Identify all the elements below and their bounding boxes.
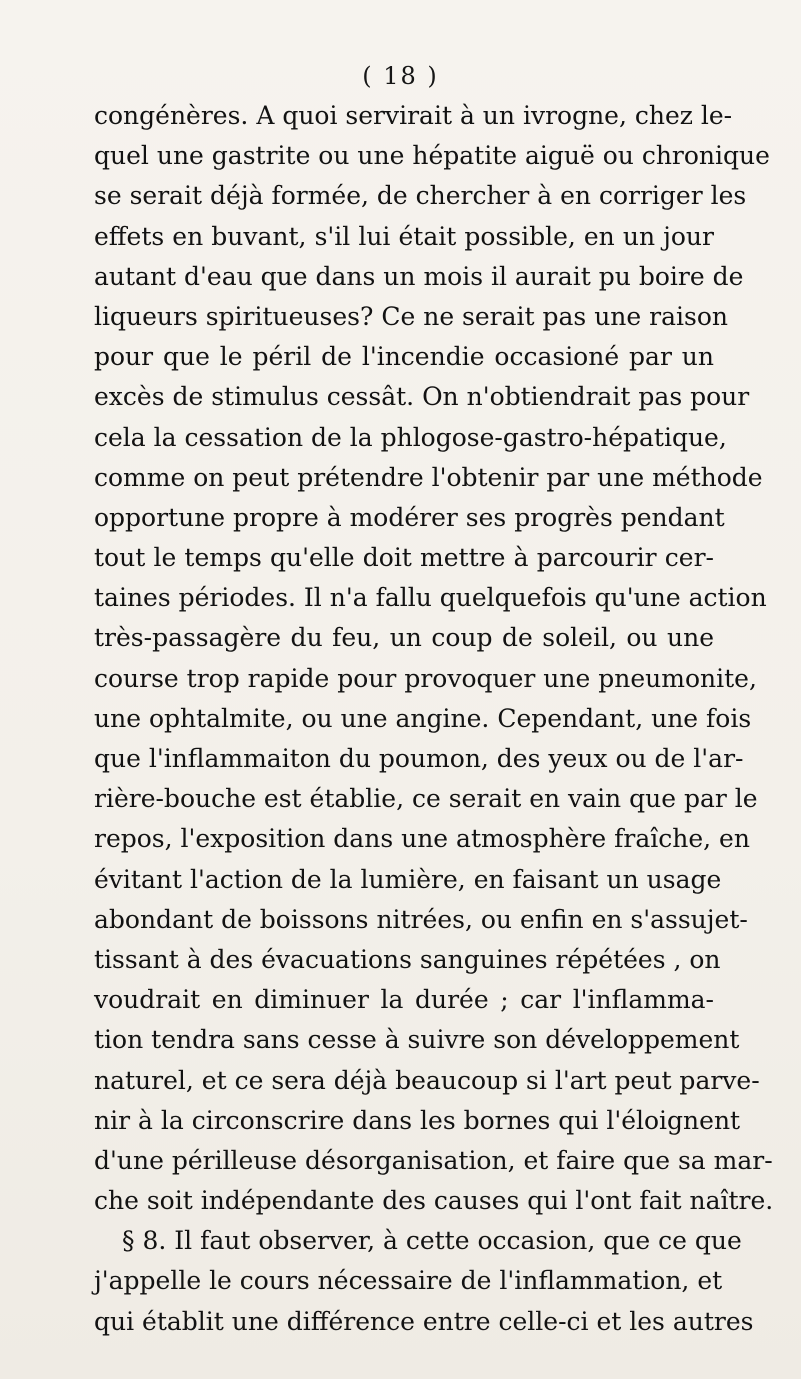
text-line: liqueurs spiritueuses? Ce ne serait pas une raison	[94, 301, 728, 331]
text-line: naturel, et ce sera déjà beaucoup si l'art peut parve-	[94, 1065, 760, 1095]
text-line: che soit indépendante des causes qui l'ont fait naître.	[94, 1186, 774, 1216]
text-line: très-passagère du feu, un coup de soleil, ou une	[94, 623, 714, 653]
text-line: nir à la circonscrire dans les bornes qui l'éloignent	[94, 1105, 741, 1135]
text-line: pour que le péril de l'incendie occasioné par un	[94, 342, 714, 372]
text-line: tout le temps qu'elle doit mettre à parcourir cer-	[94, 543, 714, 573]
text-line: cela la cessation de la phlogose-gastro-hépatique,	[94, 422, 727, 452]
text-line: se serait déjà formée, de chercher à en corriger les	[94, 181, 747, 211]
text-line: taines périodes. Il n'a fallu quelquefois qu'une action	[94, 583, 767, 613]
text-line: § 8. Il faut observer, à cette occasion, que ce que	[122, 1226, 742, 1256]
text-line: congénères. A quoi servirait à un ivrogne, chez le-	[94, 101, 733, 130]
text-line: tissant à des évacuations sanguines répétées , on	[94, 944, 721, 974]
text-line: quel une gastrite ou une hépatite aiguë ou chronique	[94, 141, 770, 171]
text-line: course trop rapide pour provoquer une pneumonite,	[94, 663, 757, 693]
text-line: abondant de boissons nitrées, ou enfin en s'assujet-	[94, 904, 748, 934]
body-text	[94, 96, 774, 1342]
text-line: autant d'eau que dans un mois il aurait pu boire de	[94, 261, 744, 291]
text-line: une ophtalmite, ou une angine. Cependant, une fois	[94, 703, 752, 733]
text-line: effets en buvant, s'il lui était possible, en un jour	[94, 221, 714, 251]
text-line: j'appelle le cours nécessaire de l'inflammation, et	[94, 1266, 723, 1296]
text-line: repos, l'exposition dans une atmosphère fraîche, en	[94, 824, 750, 854]
text-line: voudrait en diminuer la durée ; car l'inflamma-	[94, 985, 714, 1015]
text-line: qui établit une différence entre celle-ci et les autres	[94, 1306, 754, 1336]
text-line: comme on peut prétendre l'obtenir par une méthode	[94, 462, 763, 492]
text-line: d'une périlleuse désorganisation, et faire que sa mar-	[94, 1145, 773, 1175]
text-line: opportune propre à modérer ses progrès pendant	[94, 502, 725, 532]
text-line: excès de stimulus cessât. On n'obtiendrait pas pour	[94, 382, 750, 412]
text-line: que l'inflammaiton du poumon, des yeux ou de l'ar-	[94, 744, 744, 773]
text-line: rière-bouche est établie, ce serait en vain que par le	[94, 784, 758, 814]
page-number: ( 18 )	[362, 62, 439, 90]
text-line: évitant l'action de la lumière, en faisant un usage	[94, 864, 722, 894]
text-line: tion tendra sans cesse à suivre son développement	[94, 1025, 740, 1055]
